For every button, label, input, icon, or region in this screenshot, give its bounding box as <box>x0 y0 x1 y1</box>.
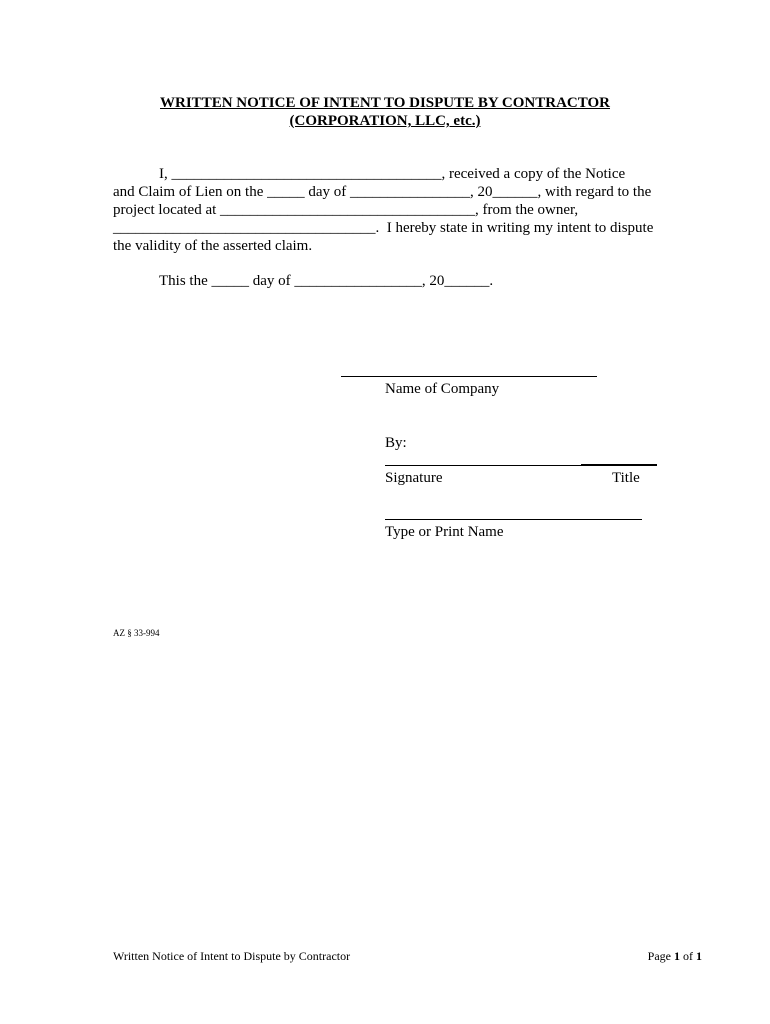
paragraph-line: the validity of the asserted claim. <box>113 238 313 254</box>
page-total: 1 <box>696 949 702 963</box>
page-of: of <box>680 949 696 963</box>
title-line-1: WRITTEN NOTICE OF INTENT TO DISPUTE BY CONTRACTOR <box>160 95 610 111</box>
paragraph-line: and Claim of Lien on the _____ day of ________________, 20______, with regard to the <box>113 184 652 200</box>
title-line-2: (CORPORATION, LLC, etc.) <box>289 113 481 129</box>
paragraph-line: ___________________________________. I hereby state in writing my intent to dispute <box>113 220 654 236</box>
statute-reference: AZ § 33-994 <box>113 628 160 638</box>
page-prefix: Page <box>647 949 674 963</box>
title-line <box>581 464 657 466</box>
signature-line <box>385 465 581 466</box>
paragraph-line: project located at __________________________________, from the owner, <box>113 202 579 218</box>
company-signature-line <box>341 376 597 377</box>
document-title <box>113 94 657 130</box>
date-line: This the _____ day of _________________, 20______. <box>159 273 494 289</box>
page-current: 1 <box>674 949 680 963</box>
page-number <box>648 949 702 963</box>
print-name-line <box>385 519 642 520</box>
notice-paragraph <box>113 165 673 255</box>
title-label: Title <box>612 470 640 486</box>
print-name-label: Type or Print Name <box>385 524 504 540</box>
paragraph-line: I, ____________________________________, received a copy of the Notice <box>159 166 626 182</box>
footer-title: Written Notice of Intent to Dispute by Contractor <box>113 949 351 963</box>
company-label: Name of Company <box>385 381 500 397</box>
signature-label: Signature <box>385 470 443 486</box>
by-label: By: <box>385 435 407 451</box>
